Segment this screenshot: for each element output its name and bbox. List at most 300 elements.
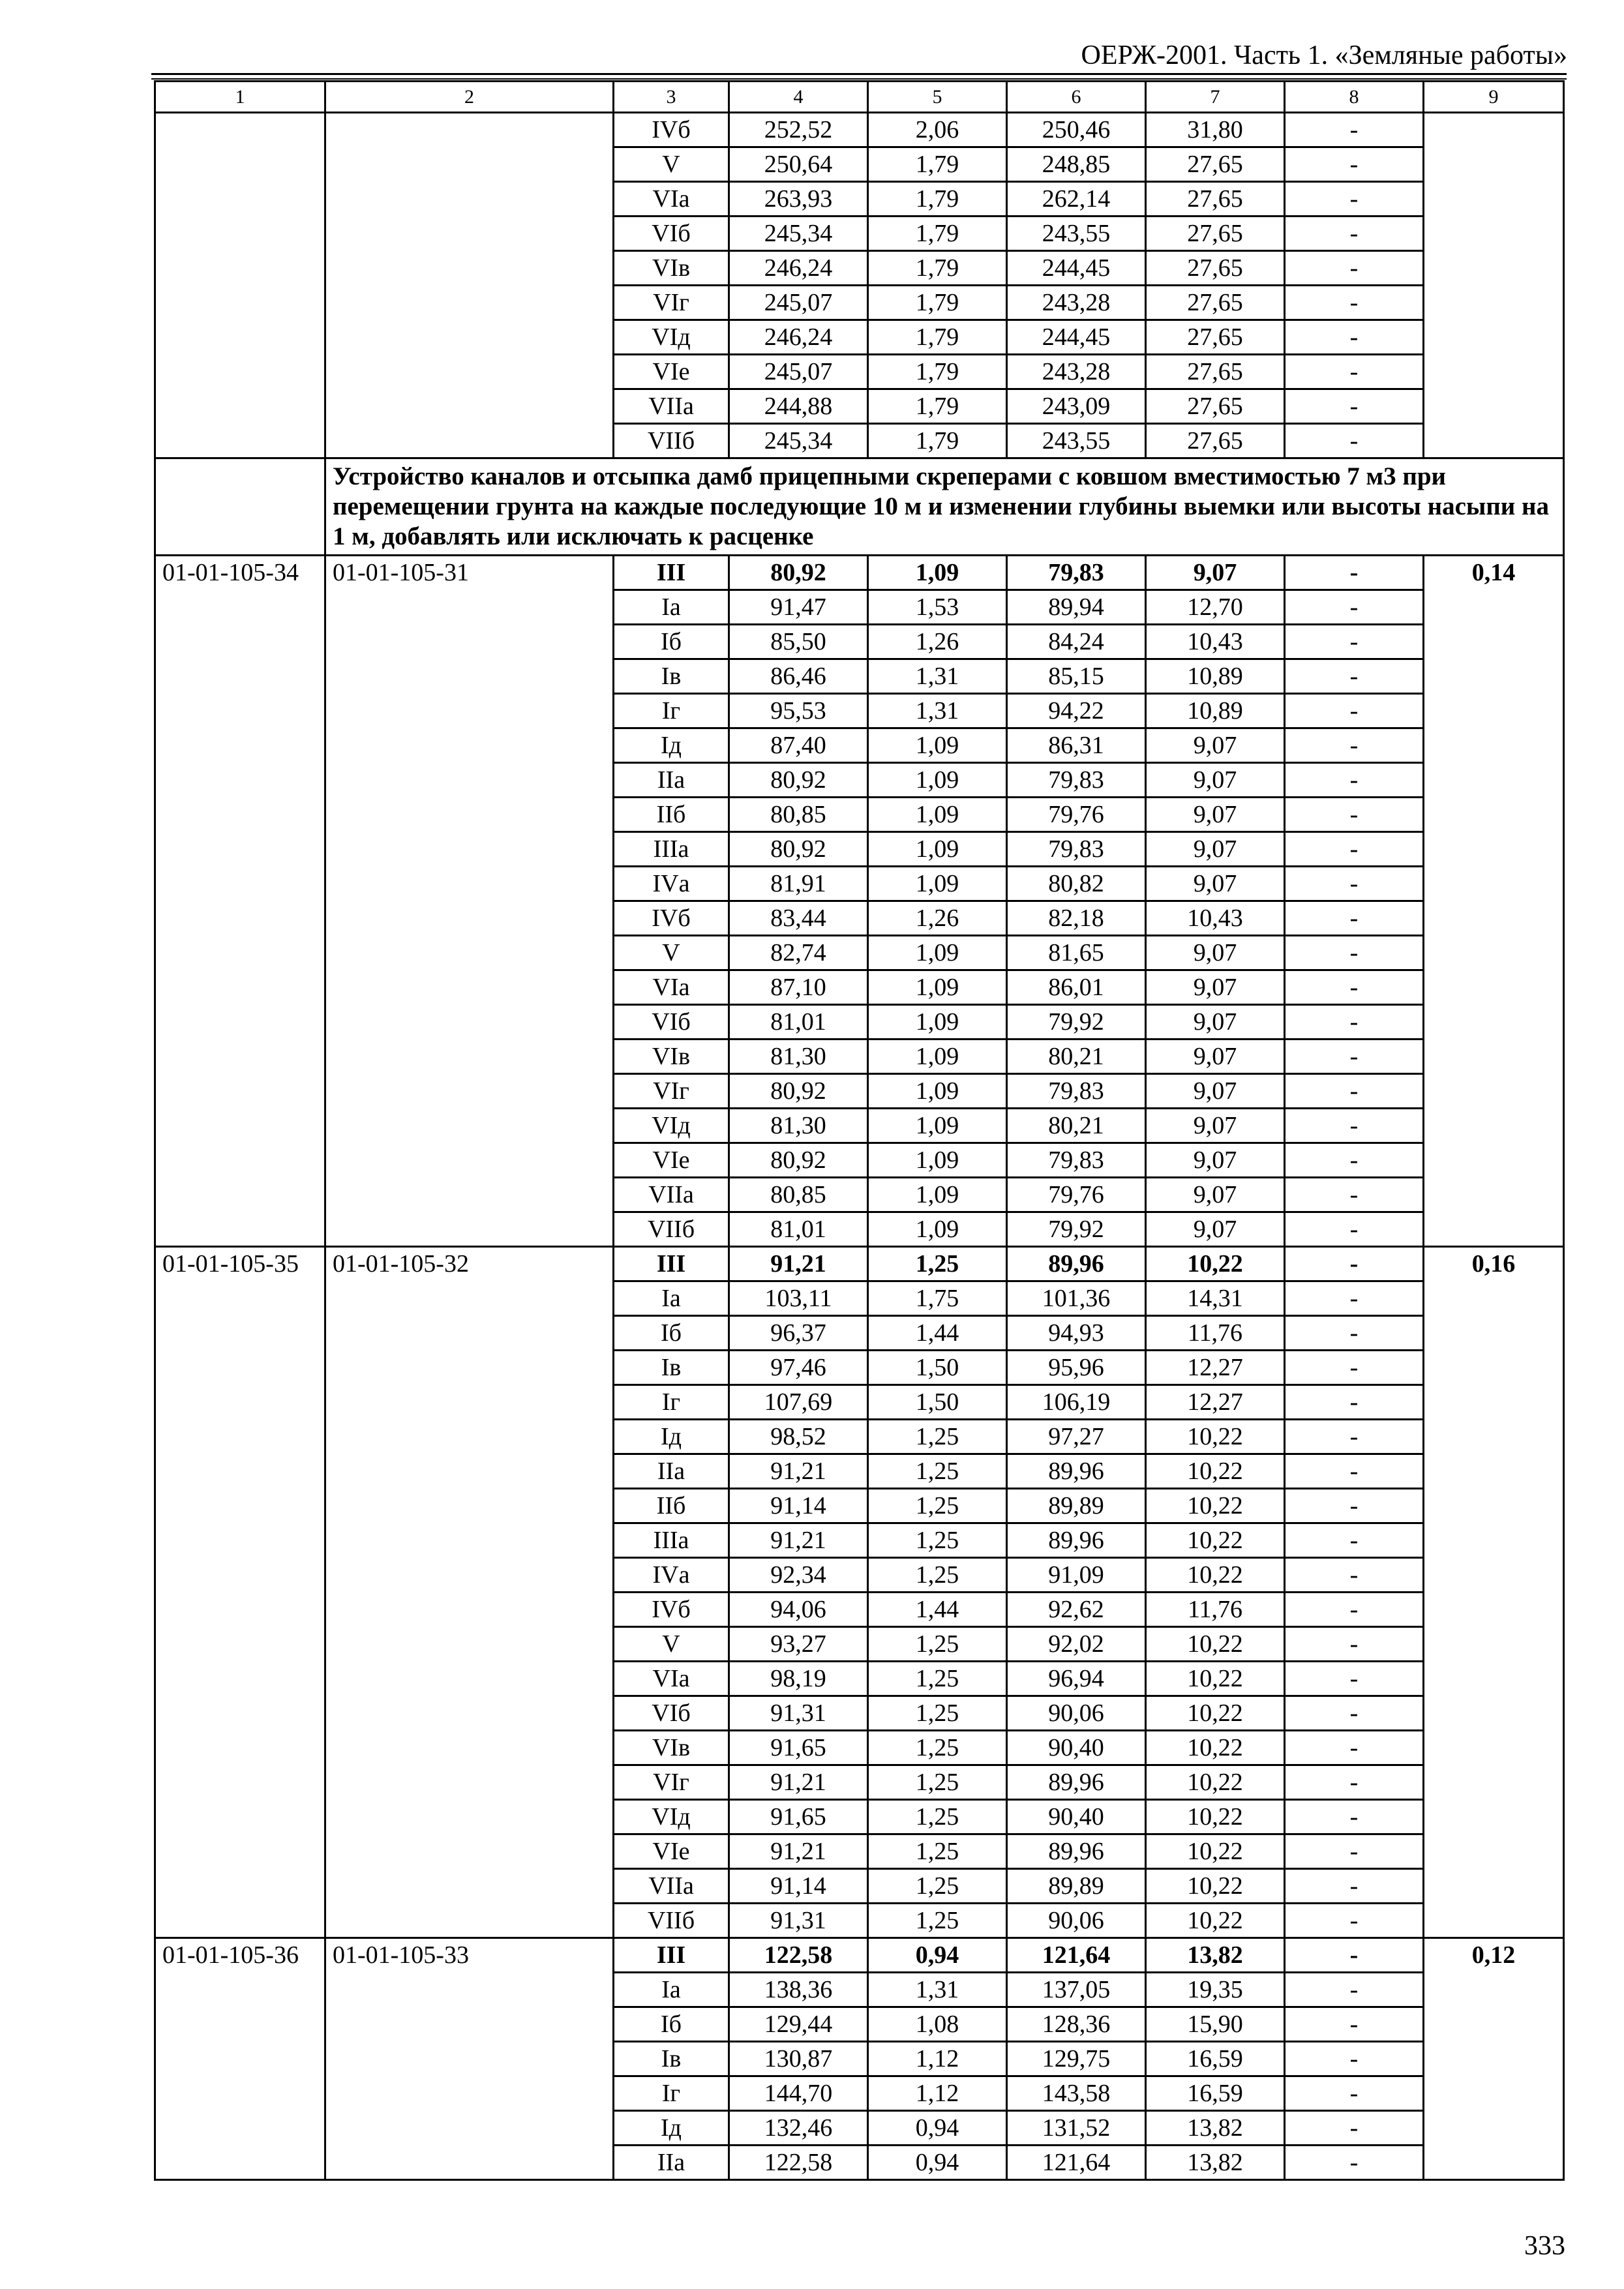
column-number: 6	[1007, 82, 1146, 113]
wage-cost-cell: 1,25	[868, 1558, 1007, 1593]
machine-cost-cell: 106,19	[1007, 1385, 1146, 1420]
wage-cost-cell: 1,26	[868, 901, 1007, 936]
rate-code-cell: 01-01-105-36	[155, 1938, 325, 2180]
machine-cost-cell: 89,96	[1007, 1765, 1146, 1800]
materials-cost-cell: -	[1285, 1281, 1424, 1316]
machine-cost-cell: 81,65	[1007, 936, 1146, 970]
table-body	[155, 82, 1564, 2180]
machinist-wage-cell: 9,07	[1146, 1143, 1285, 1178]
materials-cost-cell: -	[1285, 867, 1424, 901]
soil-group-cell: VIIб	[614, 1904, 729, 1938]
machinist-wage-cell: 10,43	[1146, 901, 1285, 936]
soil-group-cell: Iг	[614, 694, 729, 728]
machine-cost-cell: 79,83	[1007, 1143, 1146, 1178]
machinist-wage-cell: 10,22	[1146, 1662, 1285, 1696]
machinist-wage-cell: 9,07	[1146, 970, 1285, 1005]
materials-cost-cell: -	[1285, 1489, 1424, 1523]
machinist-wage-cell: 9,07	[1146, 728, 1285, 763]
materials-cost-cell: -	[1285, 1351, 1424, 1385]
direct-cost-cell: 91,21	[729, 1765, 868, 1800]
materials-cost-cell: -	[1285, 1662, 1424, 1696]
wage-cost-cell: 0,94	[868, 1938, 1007, 1973]
materials-cost-cell: -	[1285, 182, 1424, 217]
materials-cost-cell: -	[1285, 1005, 1424, 1040]
rate-code-cell: 01-01-105-34	[155, 556, 325, 1247]
direct-cost-cell: 91,47	[729, 590, 868, 625]
machine-cost-cell: 121,64	[1007, 1938, 1146, 1973]
wage-cost-cell: 2,06	[868, 113, 1007, 147]
wage-cost-cell: 1,79	[868, 182, 1007, 217]
direct-cost-cell: 91,31	[729, 1904, 868, 1938]
materials-cost-cell: -	[1285, 286, 1424, 320]
direct-cost-cell: 86,46	[729, 659, 868, 694]
machinist-wage-cell: 9,07	[1146, 1005, 1285, 1040]
machine-cost-cell: 79,76	[1007, 798, 1146, 832]
soil-group-cell: VIе	[614, 1834, 729, 1869]
machinist-wage-cell: 10,89	[1146, 659, 1285, 694]
machinist-wage-cell: 16,59	[1146, 2042, 1285, 2076]
materials-cost-cell: -	[1285, 590, 1424, 625]
soil-group-cell: IIIа	[614, 832, 729, 867]
machinist-wage-cell: 10,43	[1146, 625, 1285, 659]
materials-cost-cell: -	[1285, 1731, 1424, 1765]
soil-group-cell: IVб	[614, 1593, 729, 1627]
wage-cost-cell: 1,25	[868, 1904, 1007, 1938]
machinist-wage-cell: 12,70	[1146, 590, 1285, 625]
wage-cost-cell: 1,79	[868, 355, 1007, 389]
wage-cost-cell: 1,79	[868, 147, 1007, 182]
wage-cost-cell: 1,25	[868, 1454, 1007, 1489]
soil-group-cell: Iа	[614, 1973, 729, 2007]
machine-cost-cell: 262,14	[1007, 182, 1146, 217]
soil-group-cell: IIа	[614, 2146, 729, 2180]
machinist-wage-cell: 9,07	[1146, 1212, 1285, 1247]
machinist-wage-cell: 10,22	[1146, 1627, 1285, 1662]
machinist-wage-cell: 27,65	[1146, 389, 1285, 424]
direct-cost-cell: 245,07	[729, 286, 868, 320]
machine-cost-cell: 86,01	[1007, 970, 1146, 1005]
soil-group-cell: VIв	[614, 251, 729, 286]
machinist-wage-cell: 19,35	[1146, 1973, 1285, 2007]
rate-code-cell	[155, 113, 325, 458]
direct-cost-cell: 98,52	[729, 1420, 868, 1454]
materials-cost-cell: -	[1285, 1973, 1424, 2007]
table-row	[155, 556, 1564, 590]
wage-cost-cell: 0,94	[868, 2111, 1007, 2146]
machine-cost-cell: 79,83	[1007, 763, 1146, 798]
wage-cost-cell: 1,25	[868, 1627, 1007, 1662]
direct-cost-cell: 81,91	[729, 867, 868, 901]
direct-cost-cell: 81,01	[729, 1005, 868, 1040]
materials-cost-cell: -	[1285, 1558, 1424, 1593]
wage-cost-cell: 1,31	[868, 1973, 1007, 2007]
materials-cost-cell: -	[1285, 2042, 1424, 2076]
direct-cost-cell: 91,21	[729, 1523, 868, 1558]
column-number: 9	[1424, 82, 1564, 113]
soil-group-cell: IVб	[614, 901, 729, 936]
soil-group-cell: Iа	[614, 590, 729, 625]
materials-cost-cell: -	[1285, 2146, 1424, 2180]
materials-cost-cell: -	[1285, 1420, 1424, 1454]
machine-cost-cell: 89,96	[1007, 1523, 1146, 1558]
materials-cost-cell: -	[1285, 832, 1424, 867]
machinist-wage-cell: 9,07	[1146, 763, 1285, 798]
soil-group-cell: Iг	[614, 2076, 729, 2111]
column-number: 3	[614, 82, 729, 113]
wage-cost-cell: 1,50	[868, 1351, 1007, 1385]
direct-cost-cell: 83,44	[729, 901, 868, 936]
machine-cost-cell: 94,22	[1007, 694, 1146, 728]
wage-cost-cell: 1,12	[868, 2076, 1007, 2111]
machinist-wage-cell: 13,82	[1146, 1938, 1285, 1973]
soil-group-cell: VIв	[614, 1731, 729, 1765]
machinist-wage-cell: 9,07	[1146, 1178, 1285, 1212]
machinist-wage-cell: 10,22	[1146, 1904, 1285, 1938]
direct-cost-cell: 80,85	[729, 1178, 868, 1212]
wage-cost-cell: 1,79	[868, 389, 1007, 424]
wage-cost-cell: 1,79	[868, 320, 1007, 355]
wage-cost-cell: 1,09	[868, 936, 1007, 970]
base-rate-cell: 01-01-105-32	[325, 1247, 614, 1938]
direct-cost-cell: 80,85	[729, 798, 868, 832]
soil-group-cell: IIб	[614, 798, 729, 832]
column-number: 1	[155, 82, 325, 113]
materials-cost-cell: -	[1285, 424, 1424, 458]
machine-cost-cell: 243,09	[1007, 389, 1146, 424]
wage-cost-cell: 1,09	[868, 1143, 1007, 1178]
direct-cost-cell: 91,14	[729, 1869, 868, 1904]
base-rate-cell	[325, 113, 614, 458]
wage-cost-cell: 1,31	[868, 694, 1007, 728]
soil-group-cell: III	[614, 1247, 729, 1281]
machine-cost-cell: 128,36	[1007, 2007, 1146, 2042]
wage-cost-cell: 1,09	[868, 1074, 1007, 1109]
machine-cost-cell: 243,55	[1007, 424, 1146, 458]
direct-cost-cell: 81,30	[729, 1040, 868, 1074]
soil-group-cell: VIе	[614, 1143, 729, 1178]
machine-cost-cell: 89,89	[1007, 1489, 1146, 1523]
labor-machinist-cell: 0,16	[1424, 1247, 1564, 1938]
direct-cost-cell: 91,21	[729, 1247, 868, 1281]
machinist-wage-cell: 12,27	[1146, 1351, 1285, 1385]
materials-cost-cell: -	[1285, 970, 1424, 1005]
materials-cost-cell: -	[1285, 2007, 1424, 2042]
soil-group-cell: Iд	[614, 2111, 729, 2146]
direct-cost-cell: 95,53	[729, 694, 868, 728]
machine-cost-cell: 243,28	[1007, 286, 1146, 320]
wage-cost-cell: 1,25	[868, 1420, 1007, 1454]
machinist-wage-cell: 10,22	[1146, 1869, 1285, 1904]
soil-group-cell: VIа	[614, 970, 729, 1005]
direct-cost-cell: 245,34	[729, 424, 868, 458]
machinist-wage-cell: 10,22	[1146, 1731, 1285, 1765]
direct-cost-cell: 85,50	[729, 625, 868, 659]
machinist-wage-cell: 27,65	[1146, 286, 1285, 320]
machinist-wage-cell: 11,76	[1146, 1316, 1285, 1351]
soil-group-cell: VIд	[614, 1109, 729, 1143]
machinist-wage-cell: 9,07	[1146, 867, 1285, 901]
machine-cost-cell: 79,92	[1007, 1005, 1146, 1040]
materials-cost-cell: -	[1285, 389, 1424, 424]
materials-cost-cell: -	[1285, 1904, 1424, 1938]
soil-group-cell: IVб	[614, 113, 729, 147]
soil-group-cell: Iв	[614, 2042, 729, 2076]
machinist-wage-cell: 27,65	[1146, 320, 1285, 355]
machinist-wage-cell: 10,22	[1146, 1247, 1285, 1281]
machine-cost-cell: 90,06	[1007, 1904, 1146, 1938]
soil-group-cell: VIе	[614, 355, 729, 389]
soil-group-cell: Iб	[614, 2007, 729, 2042]
wage-cost-cell: 1,25	[868, 1247, 1007, 1281]
machine-cost-cell: 243,28	[1007, 355, 1146, 389]
column-number: 8	[1285, 82, 1424, 113]
materials-cost-cell: -	[1285, 625, 1424, 659]
machinist-wage-cell: 9,07	[1146, 798, 1285, 832]
direct-cost-cell: 91,21	[729, 1454, 868, 1489]
machinist-wage-cell: 13,82	[1146, 2111, 1285, 2146]
machinist-wage-cell: 10,22	[1146, 1834, 1285, 1869]
labor-machinist-cell: 0,12	[1424, 1938, 1564, 2180]
machine-cost-cell: 80,82	[1007, 867, 1146, 901]
machine-cost-cell: 137,05	[1007, 1973, 1146, 2007]
machinist-wage-cell: 13,82	[1146, 2146, 1285, 2180]
direct-cost-cell: 263,93	[729, 182, 868, 217]
materials-cost-cell: -	[1285, 1869, 1424, 1904]
soil-group-cell: Iд	[614, 1420, 729, 1454]
soil-group-cell: Iг	[614, 1385, 729, 1420]
direct-cost-cell: 94,06	[729, 1593, 868, 1627]
direct-cost-cell: 122,58	[729, 1938, 868, 1973]
machinist-wage-cell: 10,22	[1146, 1489, 1285, 1523]
column-number: 5	[868, 82, 1007, 113]
materials-cost-cell: -	[1285, 1454, 1424, 1489]
page-number: 333	[1524, 2231, 1565, 2261]
machinist-wage-cell: 10,22	[1146, 1523, 1285, 1558]
machine-cost-cell: 82,18	[1007, 901, 1146, 936]
labor-machinist-cell	[1424, 113, 1564, 458]
machine-cost-cell: 92,62	[1007, 1593, 1146, 1627]
materials-cost-cell: -	[1285, 1040, 1424, 1074]
machine-cost-cell: 79,83	[1007, 556, 1146, 590]
wage-cost-cell: 1,25	[868, 1662, 1007, 1696]
direct-cost-cell: 122,58	[729, 2146, 868, 2180]
direct-cost-cell: 107,69	[729, 1385, 868, 1420]
soil-group-cell: IIб	[614, 1489, 729, 1523]
machine-cost-cell: 244,45	[1007, 251, 1146, 286]
soil-group-cell: VIIа	[614, 1869, 729, 1904]
machine-cost-cell: 90,40	[1007, 1731, 1146, 1765]
wage-cost-cell: 1,09	[868, 1212, 1007, 1247]
header-rule-thin	[151, 78, 1567, 80]
soil-group-cell: VIд	[614, 320, 729, 355]
materials-cost-cell: -	[1285, 1834, 1424, 1869]
materials-cost-cell: -	[1285, 251, 1424, 286]
section-blank-cell	[155, 458, 325, 556]
machine-cost-cell: 89,96	[1007, 1834, 1146, 1869]
direct-cost-cell: 92,34	[729, 1558, 868, 1593]
soil-group-cell: IVа	[614, 1558, 729, 1593]
soil-group-cell: Iа	[614, 1281, 729, 1316]
direct-cost-cell: 87,40	[729, 728, 868, 763]
machinist-wage-cell: 10,22	[1146, 1696, 1285, 1731]
machine-cost-cell: 86,31	[1007, 728, 1146, 763]
rates-table	[154, 80, 1565, 2181]
machinist-wage-cell: 10,22	[1146, 1765, 1285, 1800]
materials-cost-cell: -	[1285, 728, 1424, 763]
machine-cost-cell: 94,93	[1007, 1316, 1146, 1351]
column-number: 2	[325, 82, 614, 113]
wage-cost-cell: 1,31	[868, 659, 1007, 694]
machine-cost-cell: 79,76	[1007, 1178, 1146, 1212]
materials-cost-cell: -	[1285, 1247, 1424, 1281]
wage-cost-cell: 1,09	[868, 798, 1007, 832]
soil-group-cell: V	[614, 936, 729, 970]
direct-cost-cell: 250,64	[729, 147, 868, 182]
machinist-wage-cell: 10,89	[1146, 694, 1285, 728]
direct-cost-cell: 144,70	[729, 2076, 868, 2111]
machinist-wage-cell: 10,22	[1146, 1454, 1285, 1489]
wage-cost-cell: 1,25	[868, 1731, 1007, 1765]
direct-cost-cell: 138,36	[729, 1973, 868, 2007]
soil-group-cell: VIг	[614, 286, 729, 320]
soil-group-cell: IVа	[614, 867, 729, 901]
machine-cost-cell: 89,94	[1007, 590, 1146, 625]
wage-cost-cell: 1,09	[868, 970, 1007, 1005]
machine-cost-cell: 89,96	[1007, 1454, 1146, 1489]
machinist-wage-cell: 16,59	[1146, 2076, 1285, 2111]
machinist-wage-cell: 9,07	[1146, 1109, 1285, 1143]
materials-cost-cell: -	[1285, 320, 1424, 355]
direct-cost-cell: 252,52	[729, 113, 868, 147]
materials-cost-cell: -	[1285, 936, 1424, 970]
materials-cost-cell: -	[1285, 1178, 1424, 1212]
machinist-wage-cell: 11,76	[1146, 1593, 1285, 1627]
materials-cost-cell: -	[1285, 1765, 1424, 1800]
soil-group-cell: Iв	[614, 659, 729, 694]
wage-cost-cell: 1,09	[868, 763, 1007, 798]
machinist-wage-cell: 10,22	[1146, 1558, 1285, 1593]
direct-cost-cell: 91,65	[729, 1731, 868, 1765]
column-numbers-row	[155, 82, 1564, 113]
table-row	[155, 1247, 1564, 1281]
wage-cost-cell: 1,79	[868, 424, 1007, 458]
soil-group-cell: VIг	[614, 1074, 729, 1109]
materials-cost-cell: -	[1285, 355, 1424, 389]
soil-group-cell: VIа	[614, 182, 729, 217]
machinist-wage-cell: 27,65	[1146, 217, 1285, 251]
wage-cost-cell: 1,25	[868, 1869, 1007, 1904]
machine-cost-cell: 89,96	[1007, 1247, 1146, 1281]
machine-cost-cell: 79,83	[1007, 832, 1146, 867]
materials-cost-cell: -	[1285, 1627, 1424, 1662]
materials-cost-cell: -	[1285, 2076, 1424, 2111]
wage-cost-cell: 1,25	[868, 1834, 1007, 1869]
machine-cost-cell: 92,02	[1007, 1627, 1146, 1662]
machine-cost-cell: 84,24	[1007, 625, 1146, 659]
machinist-wage-cell: 12,27	[1146, 1385, 1285, 1420]
page-header: ОЕРЖ-2001. Часть 1. «Земляные работы»	[1081, 40, 1567, 70]
machinist-wage-cell: 15,90	[1146, 2007, 1285, 2042]
materials-cost-cell: -	[1285, 1074, 1424, 1109]
machine-cost-cell: 80,21	[1007, 1109, 1146, 1143]
materials-cost-cell: -	[1285, 901, 1424, 936]
wage-cost-cell: 1,53	[868, 590, 1007, 625]
wage-cost-cell: 1,08	[868, 2007, 1007, 2042]
soil-group-cell: IIа	[614, 763, 729, 798]
soil-group-cell: VIIб	[614, 424, 729, 458]
wage-cost-cell: 1,12	[868, 2042, 1007, 2076]
machinist-wage-cell: 27,65	[1146, 424, 1285, 458]
machine-cost-cell: 89,89	[1007, 1869, 1146, 1904]
wage-cost-cell: 1,09	[868, 1178, 1007, 1212]
materials-cost-cell: -	[1285, 1385, 1424, 1420]
soil-group-cell: V	[614, 147, 729, 182]
soil-group-cell: Iб	[614, 625, 729, 659]
machine-cost-cell: 90,40	[1007, 1800, 1146, 1834]
soil-group-cell: V	[614, 1627, 729, 1662]
machinist-wage-cell: 27,65	[1146, 251, 1285, 286]
section-row	[155, 458, 1564, 556]
machinist-wage-cell: 9,07	[1146, 832, 1285, 867]
direct-cost-cell: 93,27	[729, 1627, 868, 1662]
machinist-wage-cell: 9,07	[1146, 936, 1285, 970]
soil-group-cell: VIIб	[614, 1212, 729, 1247]
direct-cost-cell: 97,46	[729, 1351, 868, 1385]
soil-group-cell: Iв	[614, 1351, 729, 1385]
direct-cost-cell: 91,65	[729, 1800, 868, 1834]
soil-group-cell: IIIа	[614, 1523, 729, 1558]
materials-cost-cell: -	[1285, 556, 1424, 590]
direct-cost-cell: 132,46	[729, 2111, 868, 2146]
soil-group-cell: VIв	[614, 1040, 729, 1074]
machine-cost-cell: 91,09	[1007, 1558, 1146, 1593]
direct-cost-cell: 81,30	[729, 1109, 868, 1143]
wage-cost-cell: 1,25	[868, 1800, 1007, 1834]
materials-cost-cell: -	[1285, 1212, 1424, 1247]
wage-cost-cell: 1,09	[868, 1109, 1007, 1143]
materials-cost-cell: -	[1285, 217, 1424, 251]
wage-cost-cell: 1,26	[868, 625, 1007, 659]
machinist-wage-cell: 27,65	[1146, 147, 1285, 182]
materials-cost-cell: -	[1285, 1696, 1424, 1731]
soil-group-cell: IIа	[614, 1454, 729, 1489]
machinist-wage-cell: 9,07	[1146, 1074, 1285, 1109]
soil-group-cell: VIIа	[614, 1178, 729, 1212]
table-row	[155, 1938, 1564, 1973]
direct-cost-cell: 103,11	[729, 1281, 868, 1316]
machine-cost-cell: 80,21	[1007, 1040, 1146, 1074]
wage-cost-cell: 1,50	[868, 1385, 1007, 1420]
materials-cost-cell: -	[1285, 798, 1424, 832]
soil-group-cell: VIд	[614, 1800, 729, 1834]
machine-cost-cell: 79,92	[1007, 1212, 1146, 1247]
direct-cost-cell: 245,07	[729, 355, 868, 389]
direct-cost-cell: 91,14	[729, 1489, 868, 1523]
machinist-wage-cell: 27,65	[1146, 355, 1285, 389]
direct-cost-cell: 96,37	[729, 1316, 868, 1351]
machinist-wage-cell: 9,07	[1146, 1040, 1285, 1074]
direct-cost-cell: 80,92	[729, 832, 868, 867]
machinist-wage-cell: 10,22	[1146, 1800, 1285, 1834]
soil-group-cell: VIIа	[614, 389, 729, 424]
machine-cost-cell: 90,06	[1007, 1696, 1146, 1731]
wage-cost-cell: 1,75	[868, 1281, 1007, 1316]
direct-cost-cell: 87,10	[729, 970, 868, 1005]
machinist-wage-cell: 14,31	[1146, 1281, 1285, 1316]
soil-group-cell: Iд	[614, 728, 729, 763]
materials-cost-cell: -	[1285, 763, 1424, 798]
machine-cost-cell: 96,94	[1007, 1662, 1146, 1696]
